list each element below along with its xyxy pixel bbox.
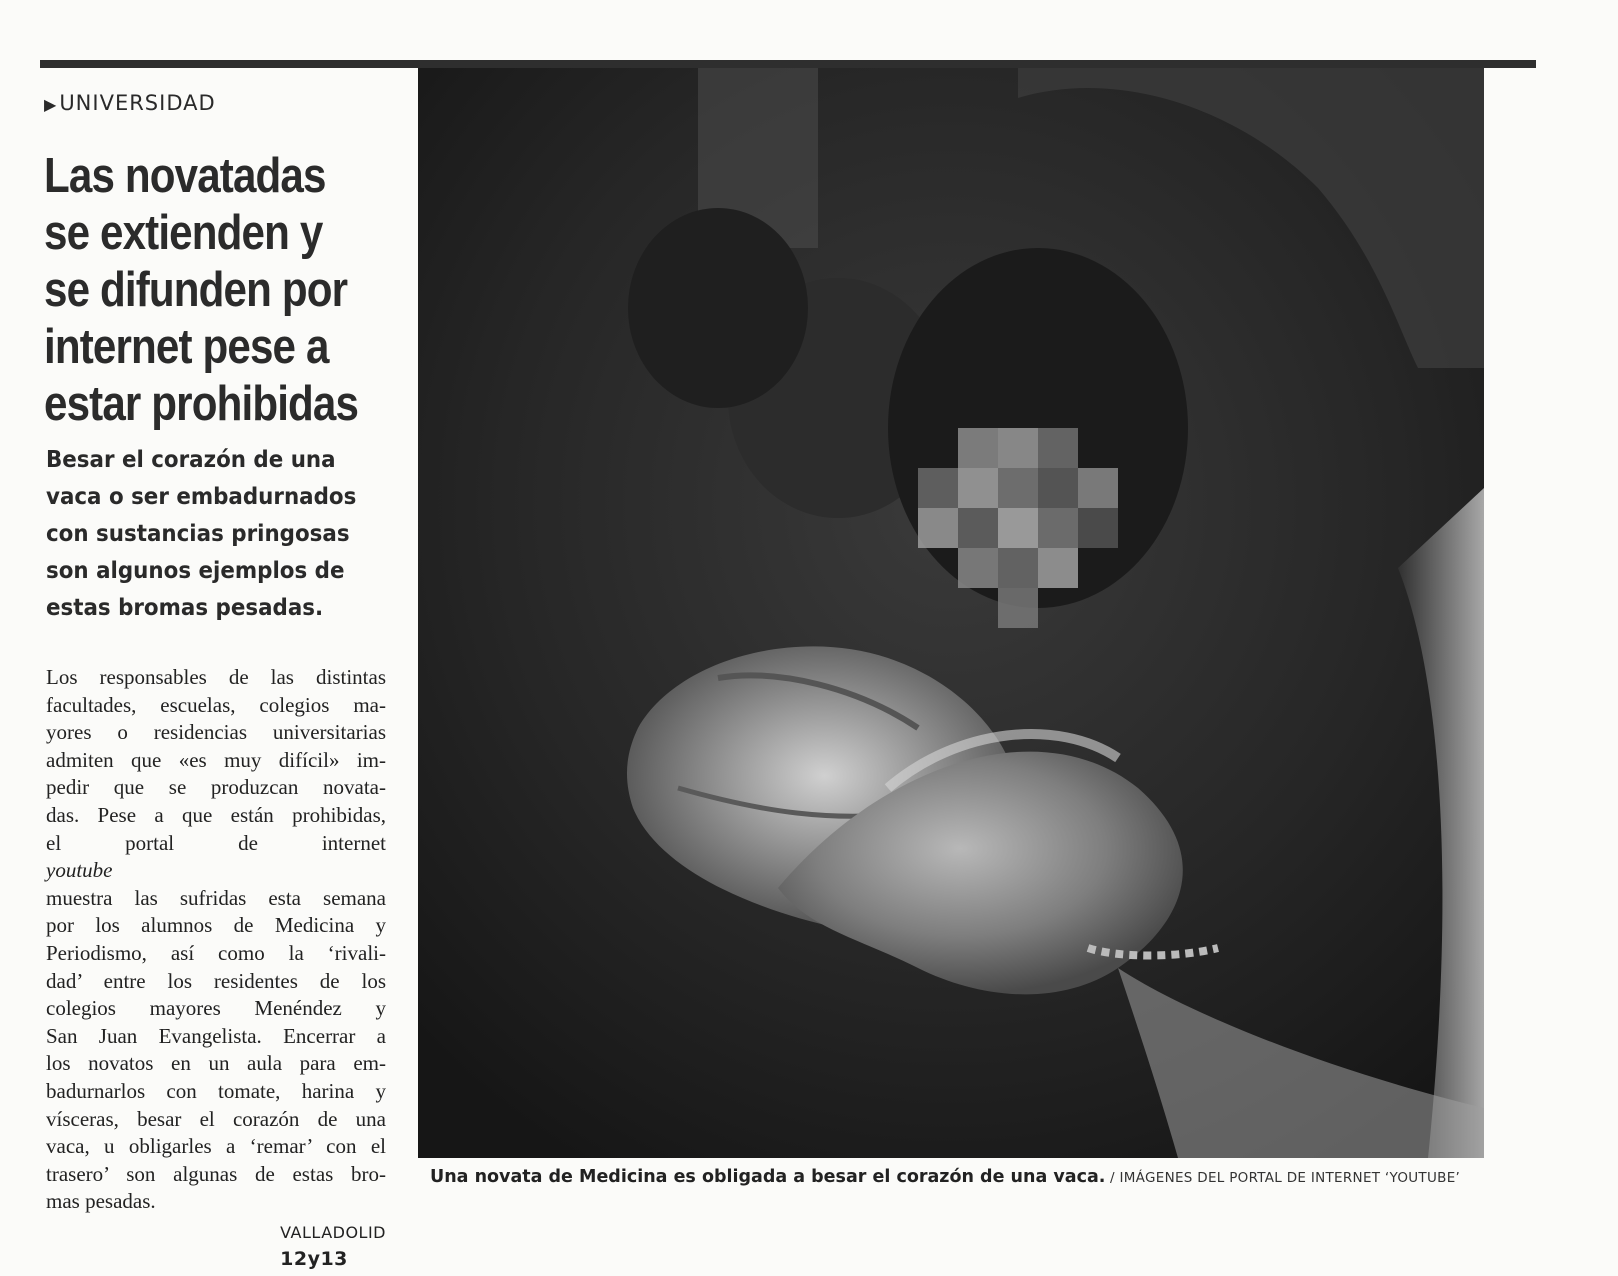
body-line: pedir que se produzcan novata-	[46, 775, 386, 800]
body-line: los novatos en un aula para em-	[46, 1051, 386, 1076]
body-line: San Juan Evangelista. Encerrar a	[46, 1023, 386, 1048]
section-arrow-icon: ▶	[44, 95, 58, 114]
headline-line: internet pese a	[44, 320, 329, 374]
top-rule	[40, 60, 1536, 68]
body-line: vaca, u obligarles a ‘remar’ con el	[46, 1134, 386, 1159]
section-name: UNIVERSIDAD	[59, 91, 216, 115]
subhead-line: Besar el corazón de una	[46, 447, 336, 473]
body-line: Periodismo, así como la ‘rivali-	[46, 940, 386, 965]
subhead-line: son algunos ejemplos de	[46, 558, 345, 584]
body-line: colegios mayores Menéndez y	[46, 996, 386, 1021]
headline-line: se extienden y	[44, 206, 323, 260]
youtube-mention: youtube	[46, 858, 113, 883]
subhead-line: vaca o ser embadurnados	[46, 484, 357, 510]
article-body	[46, 664, 386, 1274]
body-line: dad’ entre los residentes de los	[46, 968, 386, 993]
headline-line: se difunden por	[44, 263, 348, 317]
news-photo	[418, 68, 1484, 1158]
headline	[44, 148, 362, 433]
body-line: das. Pese a que están prohibidas,	[46, 802, 386, 827]
headline-line: Las novatadas	[44, 149, 326, 203]
body-line: vísceras, besar el corazón de una	[46, 1106, 386, 1131]
byline-city: VALLADOLID	[280, 1222, 386, 1242]
byline-pages: 12y13	[280, 1248, 348, 1271]
photo-illustration	[418, 68, 1484, 1158]
photo-caption	[430, 1167, 1460, 1187]
byline	[280, 1219, 386, 1274]
caption-text: Una novata de Medicina es obligada a besar el corazón de una vaca.	[430, 1167, 1106, 1187]
body-line	[46, 830, 386, 885]
body-line: Los responsables de las distintas	[46, 665, 386, 689]
body-line: yores o residencias universitarias	[46, 720, 386, 745]
body-line: por los alumnos de Medicina y	[46, 913, 386, 938]
headline-line: estar prohibidas	[44, 377, 359, 431]
subhead-line: con sustancias pringosas	[46, 521, 350, 547]
body-text-segment: el portal de internet	[46, 830, 386, 855]
subheadline	[46, 442, 381, 627]
body-line: muestra las sufridas esta semana	[46, 885, 386, 910]
photo-credit: / IMÁGENES DEL PORTAL DE INTERNET ‘YOUTUBE’	[1105, 1170, 1461, 1186]
body-line: mas pesadas.	[46, 1189, 156, 1214]
subhead-line: estas bromas pesadas.	[46, 595, 324, 621]
section-label	[44, 91, 216, 115]
body-last-line	[46, 1188, 386, 1271]
body-line: admiten que «es muy difícil» im-	[46, 747, 386, 772]
body-line: badurnarlos con tomate, harina y	[46, 1078, 386, 1103]
body-line: trasero’ son algunas de estas bro-	[46, 1161, 386, 1186]
body-line: facultades, escuelas, colegios ma-	[46, 692, 386, 717]
